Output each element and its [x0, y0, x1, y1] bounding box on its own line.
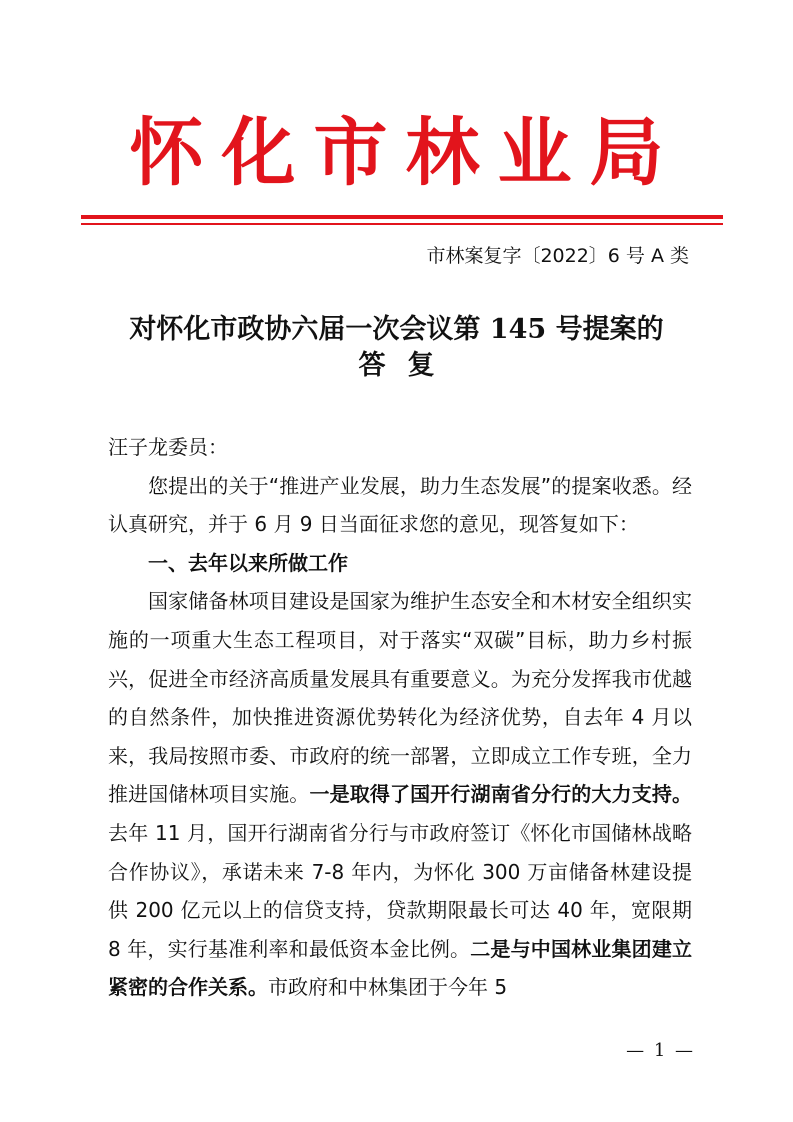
paragraph-2-bold-2: 二是与中国林业集团建立紧密的合作关系。 — [108, 936, 693, 1000]
paragraph-1: 您提出的关于“推进产业发展，助力生态发展”的提案收悉。经认真研究，并于 6 月 9 日当面征求您的意见，现答复如下： — [108, 473, 692, 537]
paragraph-2-text-1: 国家储备林项目建设是国家为维护生态安全和木材安全组织实施的一项重大生态工程项目，对于落实“双碳”目标，助力乡村振兴，促进全市经济高质量发展具有重要意义。为充分发挥我市优越的自然条件，加快推进资源优势转化为经济优势，自去年 4 月以来，我局按照市委、市政府的统一部署，立即成立工作专班，全力推进国储林项目实施。 — [108, 589, 692, 807]
header-red-rule-thick — [81, 215, 723, 219]
document-body — [108, 428, 692, 1007]
document-title-line1: 对怀化市政协六届一次会议第 145 号提案的 — [129, 314, 664, 345]
org-header-title: 怀化市林业局 — [129, 110, 682, 196]
paragraph-2-text-3: 市政府和中林集团于今年 5 — [268, 975, 508, 1000]
document-title-line2: 答复 — [358, 350, 457, 381]
paragraph-2-bold-1: 一是取得了国开行湖南省分行的大力支持。 — [309, 782, 693, 807]
header-red-rule-thin — [81, 223, 723, 225]
salutation: 汪子龙委员： — [108, 435, 228, 459]
paragraph-2 — [108, 582, 692, 1007]
page-number: — 1 — — [626, 1040, 695, 1061]
document-title — [0, 312, 793, 384]
paragraph-2-text-2: 去年 11 月，国开行湖南省分行与市政府签订《怀化市国储林战略合作协议》，承诺未来 7-8 年内，为怀化 300 万亩储备林建设提供 200 亿元以上的信贷支持，贷款期限最长可达 40 年，宽限期 8 年，实行基准利率和最低资本金比例。 — [108, 820, 692, 961]
section-heading-1: 一、去年以来所做工作 — [148, 550, 348, 575]
document-number: 市林案复字〔2022〕6 号 A 类 — [426, 245, 689, 267]
